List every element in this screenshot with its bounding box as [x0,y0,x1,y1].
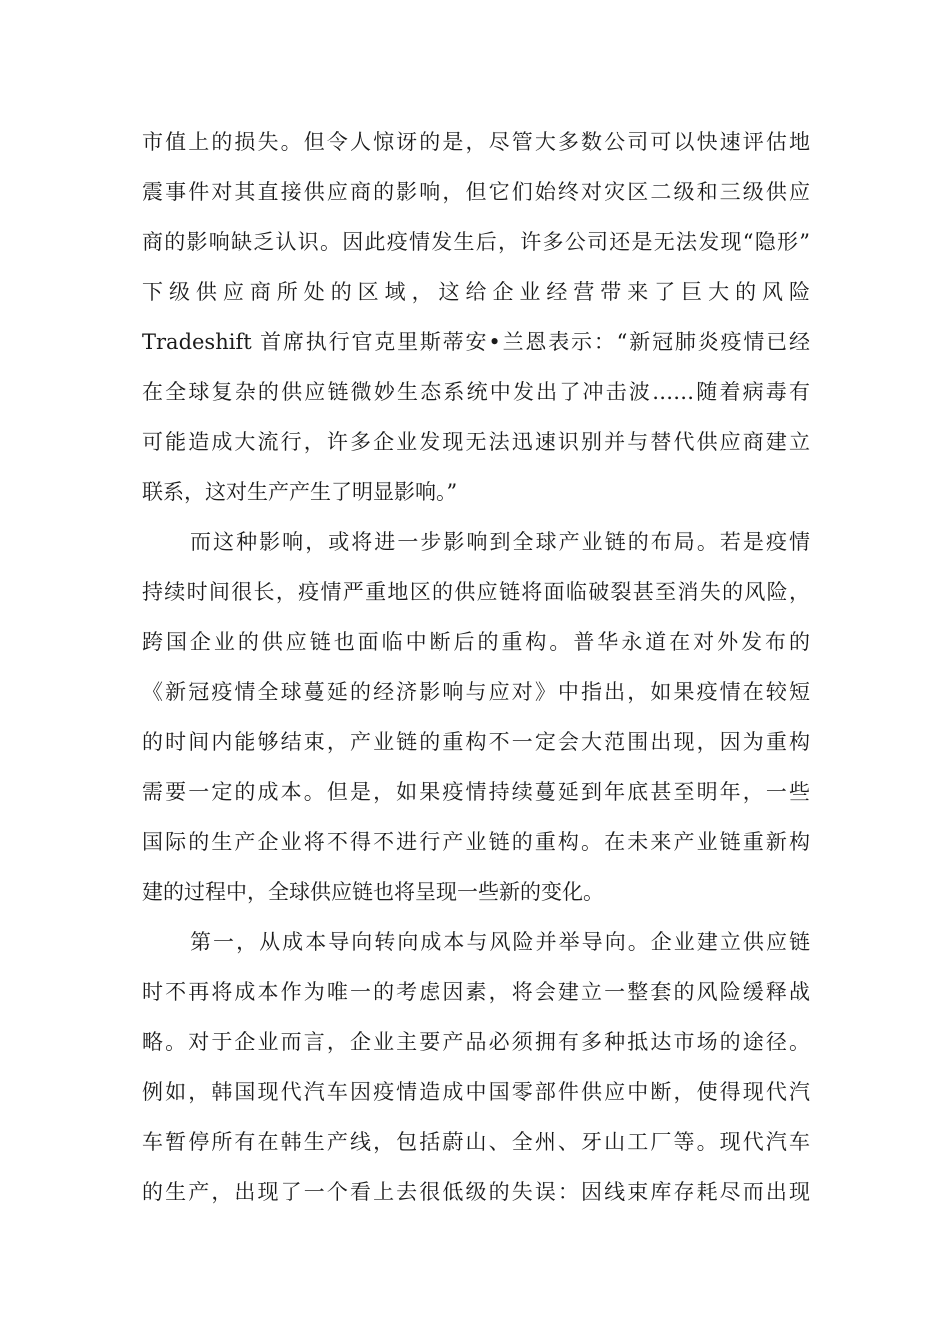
text-line: 略。对于企业而言，企业主要产品必须拥有多种抵达市场的途径。 [142,1030,810,1054]
paragraph-first-line: 第一，从成本导向转向成本与风险并举导向。企业建立供应链 [190,930,810,954]
text-line: 可能造成大流行，许多企业发现无法迅速识别并与替代供应商建立 [142,430,810,454]
text-line: Tradeshift 首席执行官克里斯蒂安•兰恩表示：“新冠肺炎疫情已经 [142,330,810,354]
text-line: 《新冠疫情全球蔓延的经济影响与应对》中指出，如果疫情在较短 [142,680,810,704]
text-line: 持续时间很长，疫情严重地区的供应链将面临破裂甚至消失的风险， [142,580,810,604]
text-line: 时不再将成本作为唯一的考虑因素，将会建立一整套的风险缓释战 [142,980,810,1004]
text-line: 的时间内能够结束，产业链的重构不一定会大范围出现，因为重构 [142,730,810,754]
text-line: 震事件对其直接供应商的影响，但它们始终对灾区二级和三级供应 [142,180,810,204]
text-line: 车暂停所有在韩生产线，包括蔚山、全州、牙山工厂等。现代汽车 [142,1130,810,1154]
text-line: 的生产，出现了一个看上去很低级的失误：因线束库存耗尽而出现 [142,1180,810,1204]
text-line: 建的过程中，全球供应链也将呈现一些新的变化。 [142,880,604,904]
text-line: 跨国企业的供应链也面临中断后的重构。普华永道在对外发布的 [142,630,810,654]
paragraph-first-line: 而这种影响，或将进一步影响到全球产业链的布局。若是疫情 [190,530,810,554]
text-line: 例如，韩国现代汽车因疫情造成中国零部件供应中断，使得现代汽 [142,1080,810,1104]
text-line: 下级供应商所处的区域，这给企业经营带来了巨大的风险 [142,280,810,304]
text-line: 需要一定的成本。但是，如果疫情持续蔓延到年底甚至明年，一些 [142,780,810,804]
text-line: 联系，这对生产产生了明显影响。” [142,480,458,504]
text-line: 国际的生产企业将不得不进行产业链的重构。在未来产业链重新构 [142,830,810,854]
text-line: 在全球复杂的供应链微妙生态系统中发出了冲击波……随着病毒有 [142,380,810,404]
text-line: 商的影响缺乏认识。因此疫情发生后，许多公司还是无法发现“隐形” [142,230,810,254]
text-line: 市值上的损失。但令人惊讶的是，尽管大多数公司可以快速评估地 [142,130,810,154]
